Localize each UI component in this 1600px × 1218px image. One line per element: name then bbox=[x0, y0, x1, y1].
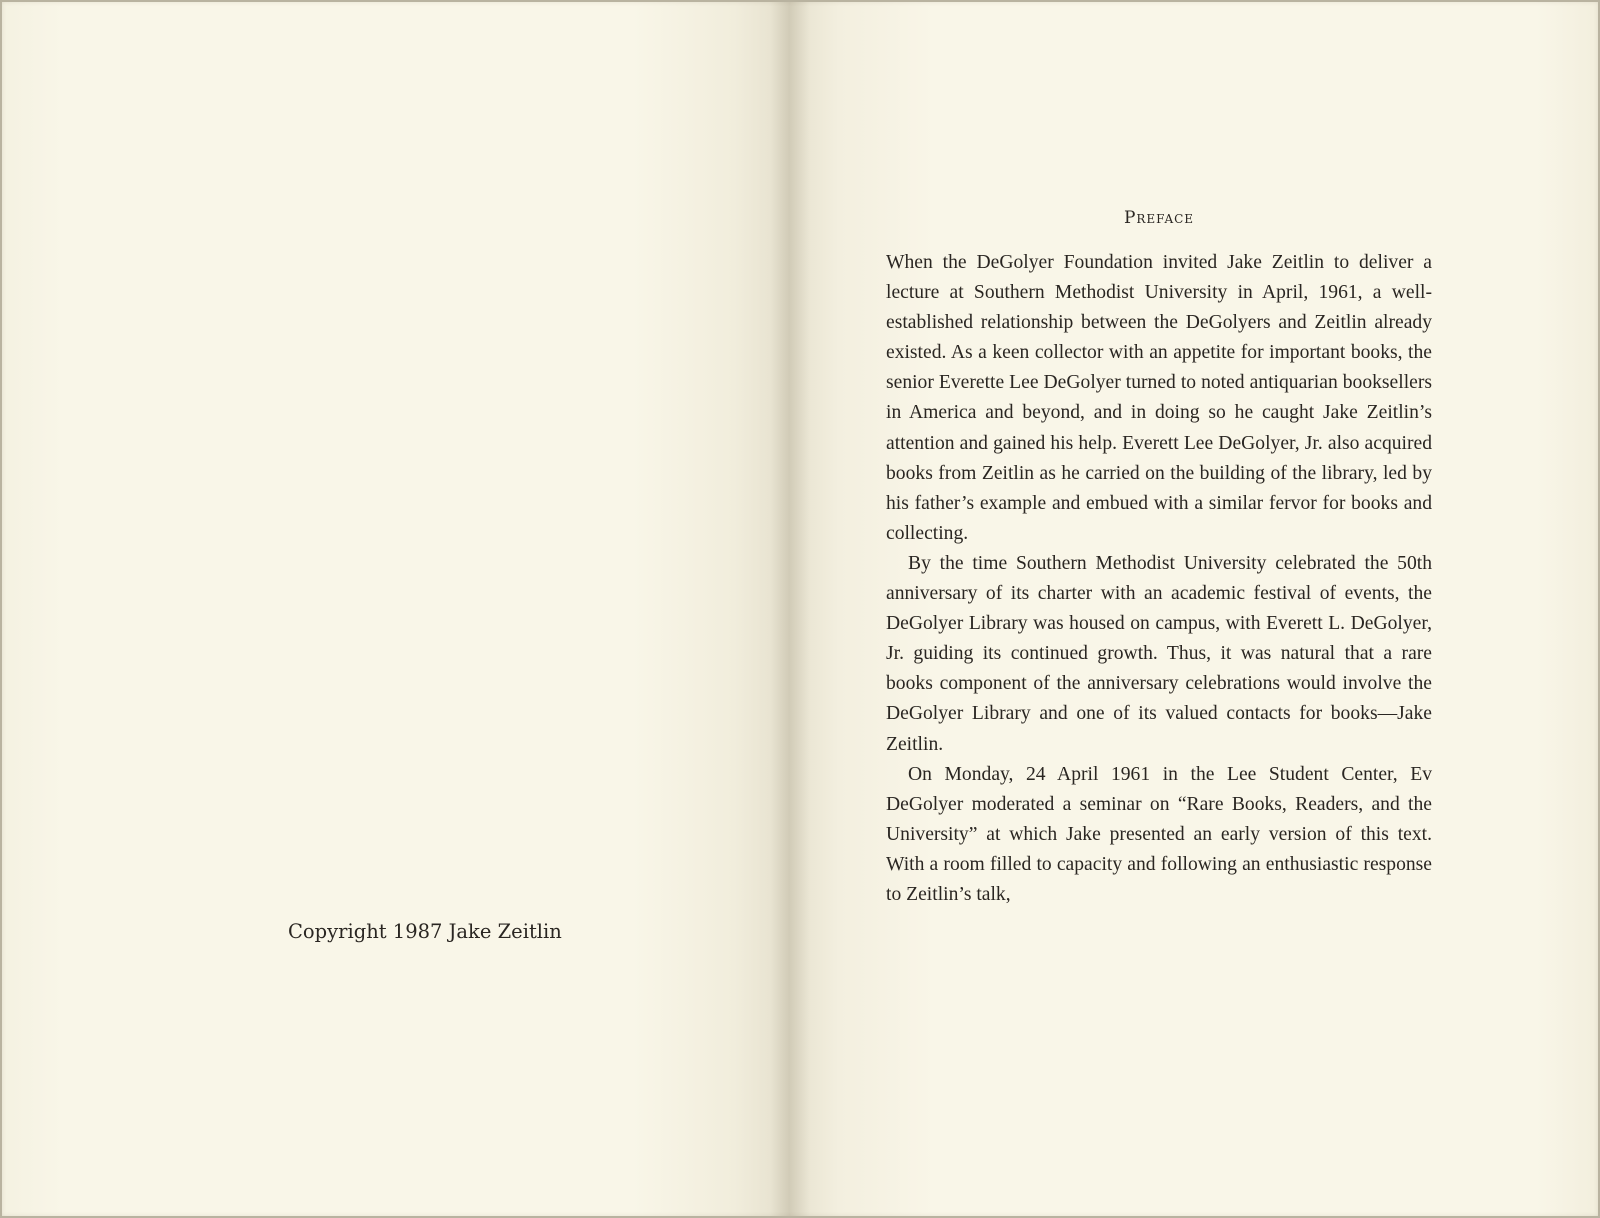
preface-paragraph-1: When the DeGolyer Foundation invited Jake Zeitlin to deliver a lecture at Southern Methodist University in April, 1961, a well-established relationship between the DeGolyers and Zeitlin already existed. As a keen collector with an appetite for important books, the senior Everette Lee DeGolyer turned to noted antiquarian booksellers in America and beyond, and in doing so he caught Jake Zeitlin’s attention and gained his help. Everett Lee DeGolyer, Jr. also acquired books from Zeitlin as he carried on the building of the library, led by his father’s example and embued with a similar fervor for books and collecting. bbox=[886, 252, 1432, 544]
preface-body bbox=[886, 248, 1432, 910]
left-page bbox=[0, 0, 790, 1218]
preface-title: Preface bbox=[1123, 208, 1195, 228]
preface-paragraph-3: On Monday, 24 April 1961 in the Lee Student Center, Ev DeGolyer moderated a seminar on “Rare Books, Readers, and the University” at which Jake presented an early version of this text. With a room filled to capacity and following an enthusiastic response to Zeitlin’s talk, bbox=[886, 763, 1432, 905]
book-gutter bbox=[770, 0, 810, 1218]
preface-paragraph-2: By the time Southern Methodist University celebrated the 50th anniversary of its charter with an academic festival of events, the DeGolyer Library was housed on campus, with Everett L. DeGolyer, Jr. guiding its continued growth. Thus, it was natural that a rare books component of the anniversary celebrations would involve the DeGolyer Library and one of its valued contacts for books—Jake Zeitlin. bbox=[886, 552, 1432, 755]
copyright-notice: Copyright 1987 Jake Zeitlin bbox=[288, 920, 562, 943]
